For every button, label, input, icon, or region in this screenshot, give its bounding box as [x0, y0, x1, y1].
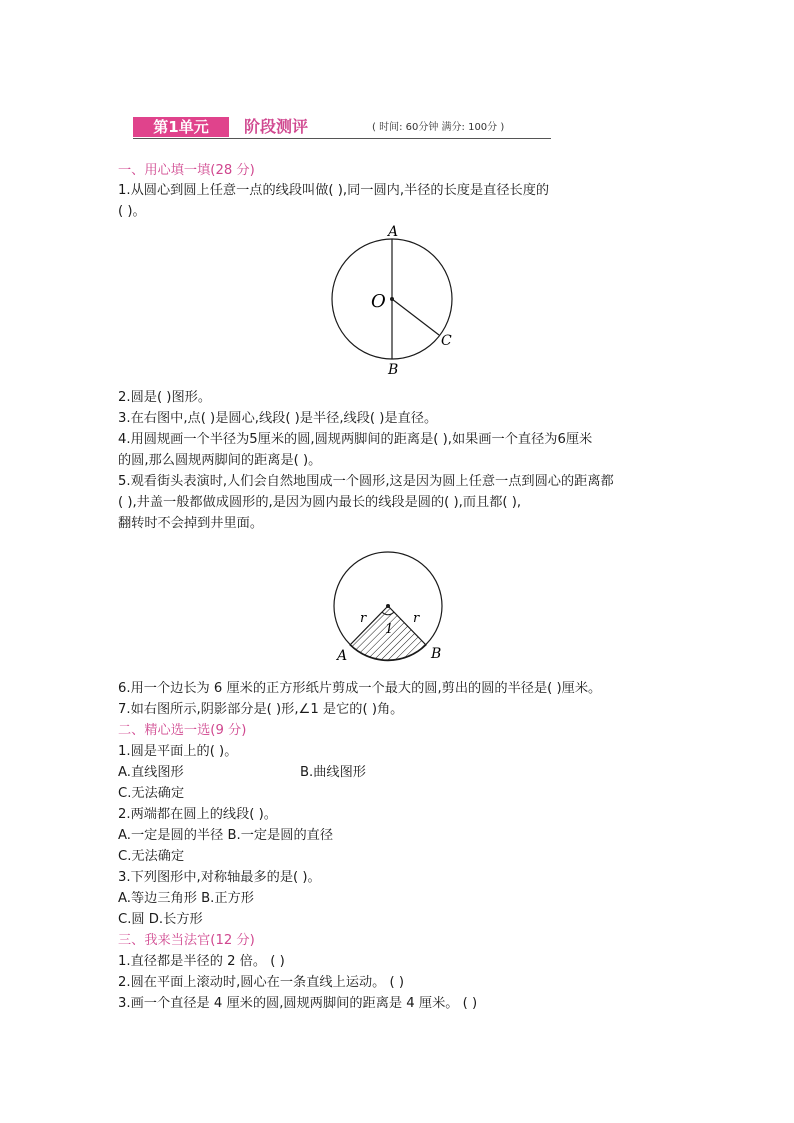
- s1-q2: 2.圆是( )图形。: [118, 390, 212, 405]
- s2-q1-option-c: C.无法确定: [118, 786, 185, 801]
- circle-figure-1: [330, 218, 465, 380]
- s2-q1-option-a: A.直线图形: [118, 765, 184, 780]
- exam-info: ( 时间: 60分钟 满分: 100分 ): [372, 122, 505, 133]
- s1-q6: 6.用一个边长为 6 厘米的正方形纸片剪成一个最大的圆,剪出的圆的半径是( )厘米。: [118, 681, 602, 696]
- s3-q3: 3.画一个直径是 4 厘米的圆,圆规两脚间的距离是 4 厘米。 ( ): [118, 996, 478, 1011]
- s1-q1-line1: 1.从圆心到圆上任意一点的线段叫做( ),同一圆内,半径的长度是直径长度的: [118, 183, 550, 198]
- label-r-left: r: [360, 611, 367, 626]
- circle-figure-2: [330, 548, 455, 668]
- label-r-right: r: [413, 611, 420, 626]
- page-title: 阶段测评: [244, 117, 309, 136]
- unit-badge: 第1单元: [133, 117, 229, 137]
- label-b: B: [388, 362, 399, 378]
- label-o: O: [371, 291, 386, 312]
- s2-q3-options-ab: A.等边三角形 B.正方形: [118, 891, 254, 906]
- s1-q5-line1: 5.观看街头表演时,人们会自然地围成一个圆形,这是因为圆上任意一点到圆心的距离都: [118, 474, 614, 489]
- label-c: C: [441, 333, 452, 349]
- center-point: [390, 297, 394, 301]
- s2-q1-option-b: B.曲线图形: [300, 765, 366, 780]
- radius-oc: [392, 299, 439, 335]
- s2-q3-options-cd: C.圆 D.长方形: [118, 912, 203, 927]
- s2-q2-option-c: C.无法确定: [118, 849, 185, 864]
- label-a-2: A: [337, 648, 348, 664]
- label-angle-1: 1: [385, 622, 394, 637]
- s1-q4-line1: 4.用圆规画一个半径为5厘米的圆,圆规两脚间的距离是( ),如果画一个直径为6厘米: [118, 432, 593, 447]
- section-1-title: 一、用心填一填(28 分): [118, 163, 255, 178]
- s2-q3: 3.下列图形中,对称轴最多的是( )。: [118, 870, 321, 885]
- s3-q2: 2.圆在平面上滚动时,圆心在一条直线上运动。 ( ): [118, 975, 405, 990]
- s1-q3: 3.在右图中,点( )是圆心,线段( )是半径,线段( )是直径。: [118, 411, 438, 426]
- section-3-title: 三、我来当法官(12 分): [118, 933, 255, 948]
- s1-q7: 7.如右图所示,阴影部分是( )形,∠1 是它的( )角。: [118, 702, 404, 717]
- s1-q5-line2: ( ),井盖一般都做成圆形的,是因为圆内最长的线段是圆的( ),而且都( ),: [118, 495, 522, 510]
- label-a: A: [388, 224, 399, 240]
- center-point-2: [386, 604, 390, 608]
- s1-q4-line2: 的圆,那么圆规两脚间的距离是( )。: [118, 453, 322, 468]
- s2-q2-options-ab: A.一定是圆的半径 B.一定是圆的直径: [118, 828, 334, 843]
- s2-q1: 1.圆是平面上的( )。: [118, 744, 238, 759]
- label-b-2: B: [431, 646, 442, 662]
- s2-q2: 2.两端都在圆上的线段( )。: [118, 807, 277, 822]
- s1-q5-line3: 翻转时不会掉到井里面。: [118, 516, 264, 531]
- s1-q1-line2: ( )。: [118, 204, 146, 219]
- header-rule: [133, 138, 551, 139]
- section-2-title: 二、精心选一选(9 分): [118, 723, 247, 738]
- s3-q1: 1.直径都是半径的 2 倍。 ( ): [118, 954, 285, 969]
